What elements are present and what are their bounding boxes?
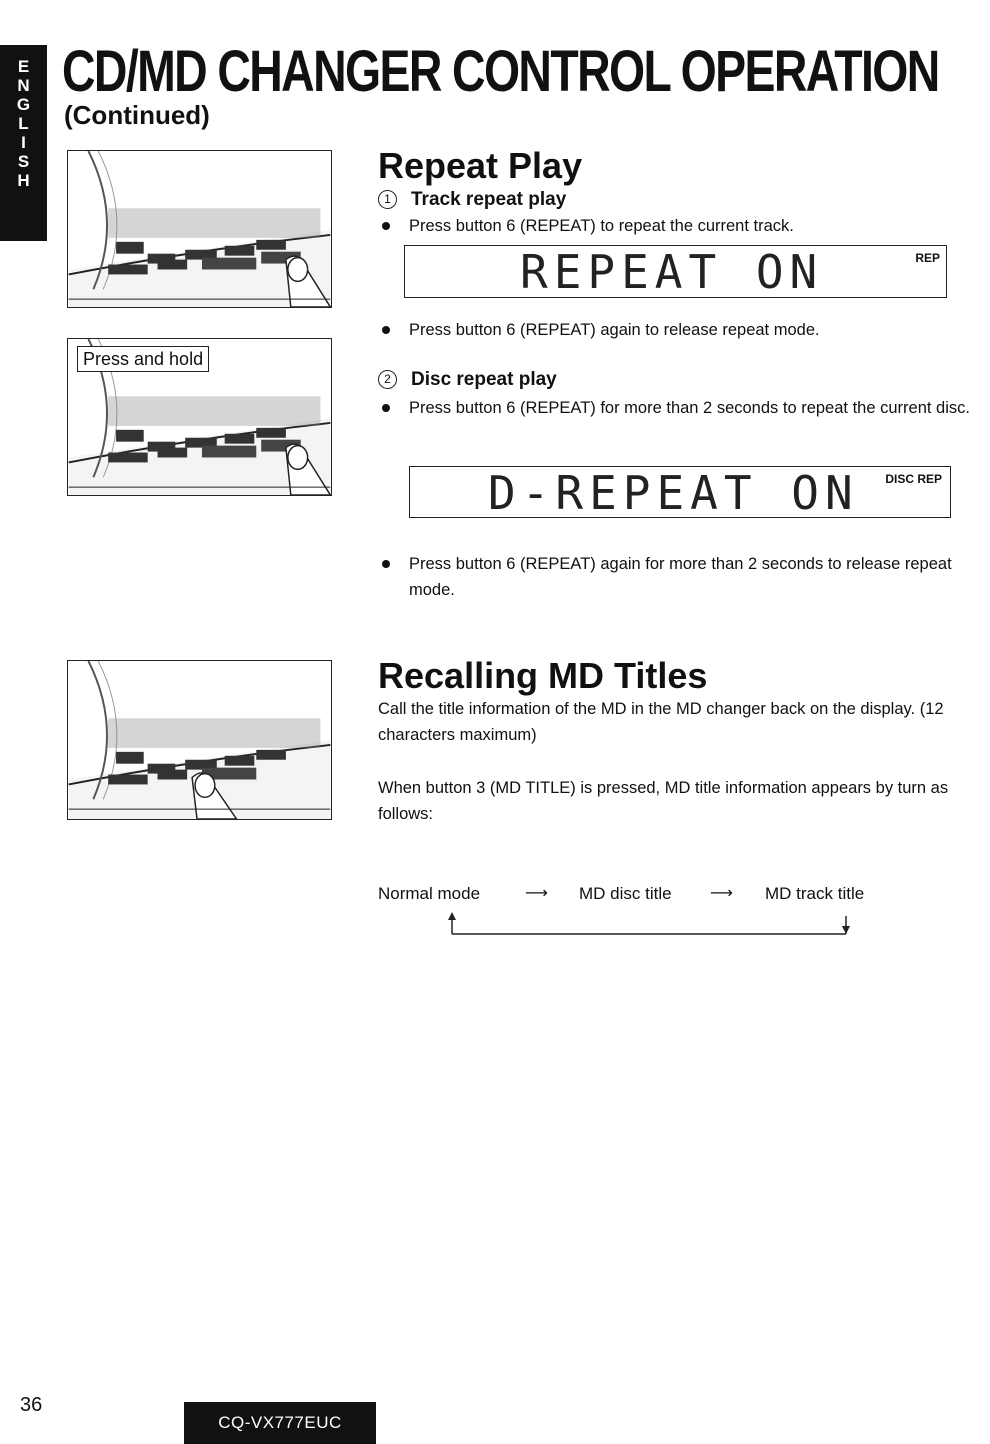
lang-letter: N (17, 76, 30, 95)
lcd-display-repeat-on (404, 245, 947, 298)
flow-md-disc-title: MD disc title (579, 884, 672, 903)
disc-repeat-bullet-1 (382, 395, 976, 421)
arrow-right-icon: ⟶ (525, 885, 548, 902)
recall-paragraph-1: Call the title information of the MD in the MD changer back on the display. (12 characters maximum) (378, 700, 944, 744)
arrow-right-icon: ⟶ (710, 885, 733, 902)
lcd-text: REPEAT ON (520, 245, 824, 299)
loop-back-arrow-icon (446, 910, 856, 938)
press-and-hold-label: Press and hold (77, 346, 209, 372)
illustration-track-repeat (67, 150, 332, 308)
bullet-text: Press button 6 (REPEAT) to repeat the current track. (409, 217, 794, 235)
bullet-dot (382, 326, 390, 334)
model-number-badge: CQ-VX777EUC (184, 1402, 376, 1444)
repeat-play-title: Repeat Play (378, 145, 583, 186)
lang-letter: S (17, 152, 30, 171)
lang-letter: I (21, 133, 26, 152)
step-number: 1 (378, 190, 397, 209)
lang-letter: G (16, 95, 31, 114)
page-number: 36 (20, 1394, 43, 1416)
lang-letter: H (17, 171, 30, 190)
lang-letter: E (17, 57, 30, 76)
flow-normal-mode: Normal mode (378, 884, 481, 903)
step-number: 2 (378, 370, 397, 389)
disc-rep-indicator: DISC REP (885, 472, 942, 486)
bullet-text: Press button 6 (REPEAT) for more than 2 seconds to repeat the current disc. (409, 399, 970, 417)
track-repeat-heading-text: Track repeat play (411, 189, 567, 210)
disc-repeat-bullet-2 (382, 551, 976, 603)
track-repeat-heading (378, 189, 566, 211)
stereo-unit-illustration (68, 661, 331, 819)
bullet-text: Press button 6 (REPEAT) again to release repeat mode. (409, 321, 820, 339)
stereo-unit-illustration (68, 151, 331, 307)
illustration-md-title (67, 660, 332, 820)
track-repeat-bullet-1 (382, 213, 976, 239)
bullet-dot (382, 404, 390, 412)
disc-repeat-heading-text: Disc repeat play (411, 369, 557, 390)
bullet-dot (382, 222, 390, 230)
recalling-md-titles-title: Recalling MD Titles (378, 655, 708, 696)
recall-paragraph-2: When button 3 (MD TITLE) is pressed, MD title information appears by turn as follows: (378, 779, 949, 823)
language-tab (0, 45, 47, 241)
lang-letter: L (18, 114, 29, 133)
page-title: CD/MD CHANGER CONTROL OPERATION (62, 39, 939, 104)
bullet-dot (382, 560, 390, 568)
track-repeat-bullet-2 (382, 317, 976, 343)
rep-indicator: REP (915, 251, 940, 265)
flow-md-track-title: MD track title (765, 884, 865, 903)
page-subtitle: (Continued) (64, 100, 210, 130)
lcd-text: D-REPEAT ON (488, 466, 859, 520)
bullet-text: Press button 6 (REPEAT) again for more than 2 seconds to release repeat mode. (409, 555, 952, 599)
lcd-display-disc-repeat-on (409, 466, 951, 518)
disc-repeat-heading (378, 369, 557, 391)
